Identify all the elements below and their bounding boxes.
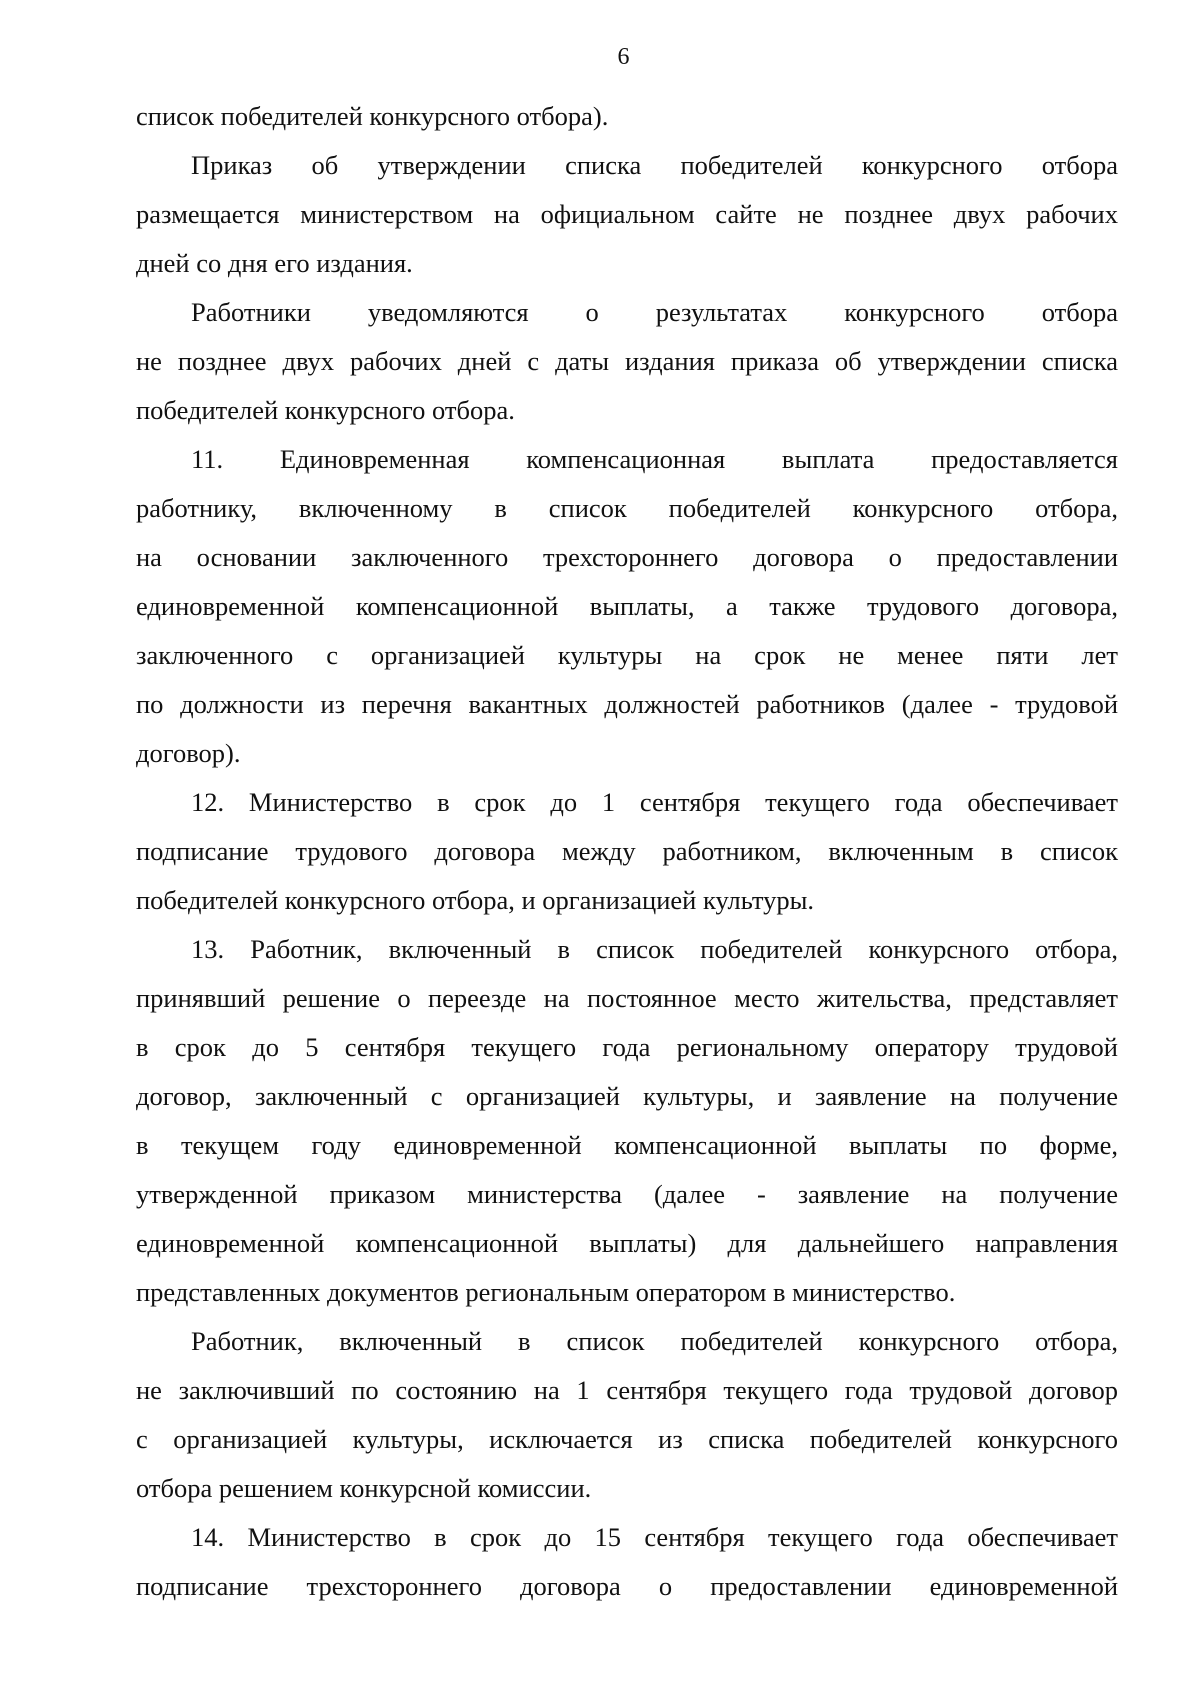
text-line: договор, заключенный с организацией культуры, и заявление на получение: [136, 1081, 1118, 1111]
text-line: принявший решение о переезде на постоянное место жительства, представляет: [136, 983, 1118, 1013]
text-line: не заключивший по состоянию на 1 сентября текущего года трудовой договор: [136, 1375, 1118, 1405]
text-line: победителей конкурсного отбора, и организацией культуры.: [136, 885, 815, 915]
paragraph-item-14: [136, 1513, 1118, 1611]
text-line: единовременной компенсационной выплаты, а также трудового договора,: [136, 591, 1118, 621]
text-line: представленных документов региональным оператором в министерство.: [136, 1277, 956, 1307]
text-line: размещается министерством на официальном сайте не позднее двух рабочих: [136, 199, 1118, 229]
paragraph-item-11: [136, 435, 1118, 778]
text-line: 11. Единовременная компенсационная выплата предоставляется: [191, 444, 1118, 474]
text-line: 13. Работник, включенный в список победителей конкурсного отбора,: [191, 934, 1118, 964]
text-line: подписание трехстороннего договора о предоставлении единовременной: [136, 1571, 1118, 1601]
text-line: Работник, включенный в список победителей конкурсного отбора,: [191, 1326, 1118, 1356]
text-line: на основании заключенного трехстороннего договора о предоставлении: [136, 542, 1118, 572]
text-line: победителей конкурсного отбора.: [136, 395, 515, 425]
text-line: единовременной компенсационной выплаты) для дальнейшего направления: [136, 1228, 1118, 1258]
text-line: список победителей конкурсного отбора).: [136, 101, 609, 131]
page-number: 6: [617, 44, 630, 70]
text-line: 12. Министерство в срок до 1 сентября текущего года обеспечивает: [191, 787, 1118, 817]
document-body: [136, 92, 1118, 1611]
text-line: с организацией культуры, исключается из списка победителей конкурсного: [136, 1424, 1118, 1454]
paragraph-item-12: [136, 778, 1118, 925]
text-line: Работники уведомляются о результатах конкурсного отбора: [191, 297, 1118, 327]
text-line: по должности из перечня вакантных должностей работников (далее - трудовой: [136, 689, 1118, 719]
text-line: 14. Министерство в срок до 15 сентября текущего года обеспечивает: [191, 1522, 1118, 1552]
text-line: отбора решением конкурсной комиссии.: [136, 1473, 592, 1503]
text-line: Приказ об утверждении списка победителей конкурсного отбора: [191, 150, 1118, 180]
paragraph-continuation: [136, 92, 1118, 141]
paragraph-exclusion: [136, 1317, 1118, 1513]
paragraph-item-13: [136, 925, 1118, 1317]
text-line: заключенного с организацией культуры на срок не менее пяти лет: [136, 640, 1118, 670]
text-line: утвержденной приказом министерства (далее - заявление на получение: [136, 1179, 1118, 1209]
text-line: дней со дня его издания.: [136, 248, 413, 278]
text-line: работнику, включенному в список победителей конкурсного отбора,: [136, 493, 1118, 523]
text-line: в срок до 5 сентября текущего года региональному оператору трудовой: [136, 1032, 1118, 1062]
text-line: не позднее двух рабочих дней с даты издания приказа об утверждении списка: [136, 346, 1118, 376]
text-line: в текущем году единовременной компенсационной выплаты по форме,: [136, 1130, 1118, 1160]
paragraph-order-publication: [136, 141, 1118, 288]
paragraph-notification: [136, 288, 1118, 435]
text-line: договор).: [136, 738, 241, 768]
text-line: подписание трудового договора между работником, включенным в список: [136, 836, 1118, 866]
